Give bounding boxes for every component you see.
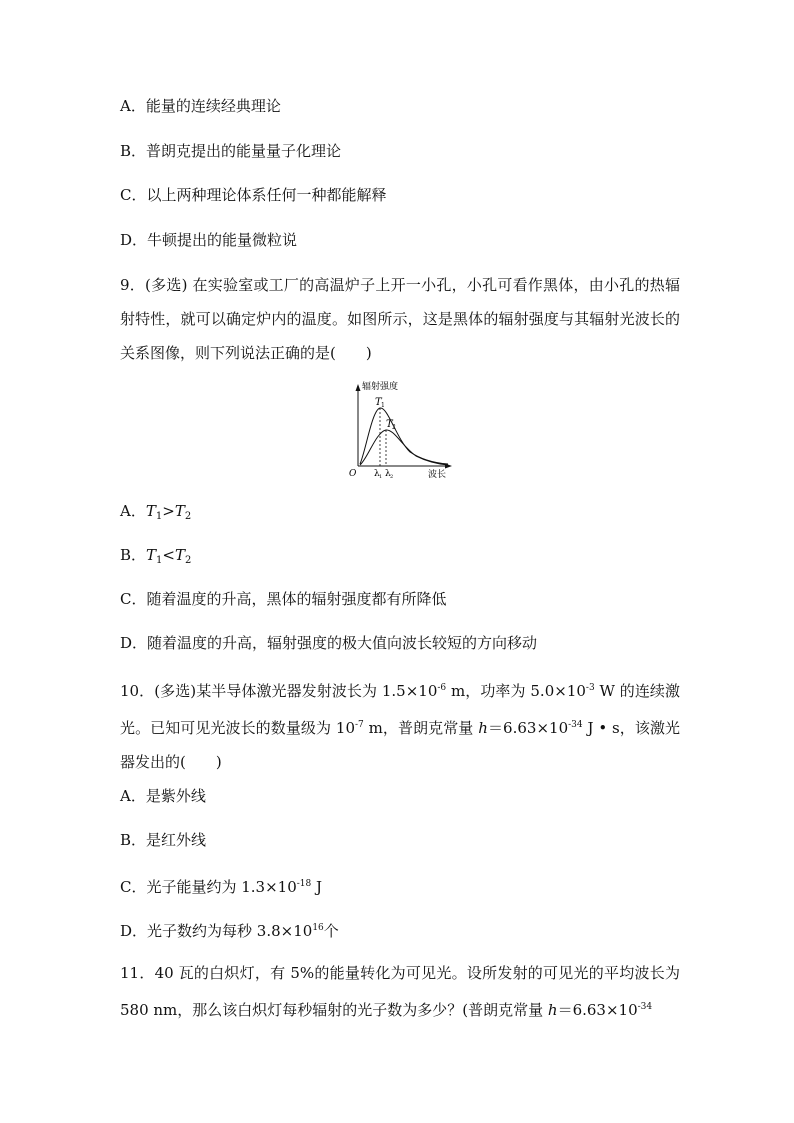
q8-option-d: D．牛顿提出的能量微粒说 bbox=[120, 231, 298, 249]
q10-stem bbox=[120, 671, 680, 779]
q10-d-exp: 16 bbox=[312, 923, 324, 933]
q11-text-2: ＝6.63×10 bbox=[557, 1001, 638, 1019]
q10-d-unit: 个 bbox=[323, 922, 339, 940]
q9-option-a bbox=[120, 501, 191, 527]
q10-option-c bbox=[120, 874, 322, 897]
q9-b-t2: T bbox=[175, 546, 186, 564]
y-axis-label: 辐射强度 bbox=[362, 382, 399, 392]
q11-text-1: 11．40 瓦的白炽灯，有 5%的能量转化为可见光。设所发射的可见光的平均波长为 580 nm，那么该白炽灯每秒辐射的光子数为多少？(普朗克常量 bbox=[120, 964, 680, 1019]
q10-option-a: A．是紫外线 bbox=[120, 787, 206, 805]
x-axis-label: 波长 bbox=[428, 470, 447, 480]
q9-option-b bbox=[120, 545, 191, 571]
curve-t1 bbox=[360, 408, 448, 464]
y-axis-arrow bbox=[356, 384, 361, 391]
q10-exp-2: -3 bbox=[585, 683, 595, 693]
q11-stem bbox=[120, 956, 680, 1027]
q11-planck-h: h bbox=[547, 1001, 558, 1019]
q9-b-operator: < bbox=[162, 546, 175, 564]
blackbody-graph bbox=[340, 380, 460, 480]
q8-option-c: C．以上两种理论体系任何一种都能解释 bbox=[120, 186, 387, 204]
q9-b-t1-sub: 1 bbox=[156, 555, 163, 566]
q10-exp-3: -7 bbox=[355, 720, 364, 730]
q10-exp-1: -6 bbox=[437, 683, 447, 693]
q10-text-5: ＝6.63×10 bbox=[487, 719, 569, 737]
q9-a-t2: T bbox=[174, 502, 185, 520]
q10-c-unit: J bbox=[311, 878, 323, 896]
q10-c-exp: -18 bbox=[296, 879, 312, 889]
t1-sub: 1 bbox=[381, 402, 385, 409]
t2-sub: 2 bbox=[392, 424, 396, 431]
blackbody-figure bbox=[340, 380, 460, 480]
q9-b-t2-sub: 2 bbox=[185, 555, 192, 566]
q10-option-d bbox=[120, 918, 339, 941]
q9-option-c: C．随着温度的升高，黑体的辐射强度都有所降低 bbox=[120, 590, 447, 608]
q9-b-t1: T bbox=[146, 546, 157, 564]
q10-d-text: D．光子数约为每秒 3.8×10 bbox=[120, 922, 313, 940]
q9-b-prefix: B． bbox=[120, 546, 147, 564]
q9-a-t2-sub: 2 bbox=[184, 511, 192, 522]
q9-a-prefix: A． bbox=[120, 502, 146, 520]
q9-option-d: D．随着温度的升高，辐射强度的极大值向波长较短的方向移动 bbox=[120, 634, 538, 652]
lambda1-label: λ bbox=[374, 469, 380, 479]
q11-exp-1: -34 bbox=[637, 1002, 653, 1012]
q10-text-3: W 的连续激光。已知可见光波长的数量级为 10 bbox=[120, 682, 680, 737]
origin-label: O bbox=[349, 469, 357, 479]
q10-text-6: J • s，该激光器发出的( ) bbox=[120, 719, 681, 771]
q10-exp-4: -34 bbox=[568, 720, 583, 730]
q9-a-operator: > bbox=[162, 502, 175, 520]
q10-text-4: m，普朗克常量 bbox=[363, 719, 479, 737]
lambda2-sub: 2 bbox=[390, 474, 394, 480]
q10-c-text: C．光子能量约为 1.3×10 bbox=[120, 878, 297, 896]
t2-label: T bbox=[386, 419, 393, 430]
t1-label: T bbox=[375, 397, 382, 408]
q9-stem: 9．(多选) 在实验室或工厂的高温炉子上开一小孔，小孔可看作黑体，由小孔的热辐射特性，就可以确定炉内的温度。如图所示，这是黑体的辐射强度与其辐射光波长的关系图像，则下列说法正确的是( ) bbox=[120, 276, 680, 362]
q8-option-a: A．能量的连续经典理论 bbox=[120, 97, 281, 115]
q10-planck-h: h bbox=[478, 719, 488, 737]
q10-text-2: m，功率为 5.0×10 bbox=[446, 682, 586, 700]
q10-text-1: 10．(多选)某半导体激光器发射波长为 1.5×10 bbox=[120, 682, 438, 700]
curve-t2 bbox=[360, 430, 448, 465]
lambda2-label: λ bbox=[385, 469, 391, 479]
lambda1-sub: 1 bbox=[379, 474, 383, 480]
q9-a-t1: T bbox=[145, 502, 156, 520]
q10-option-b: B．是红外线 bbox=[120, 831, 207, 849]
q8-option-b: B．普朗克提出的能量量子化理论 bbox=[120, 142, 342, 160]
q9-a-t1-sub: 1 bbox=[155, 511, 163, 522]
